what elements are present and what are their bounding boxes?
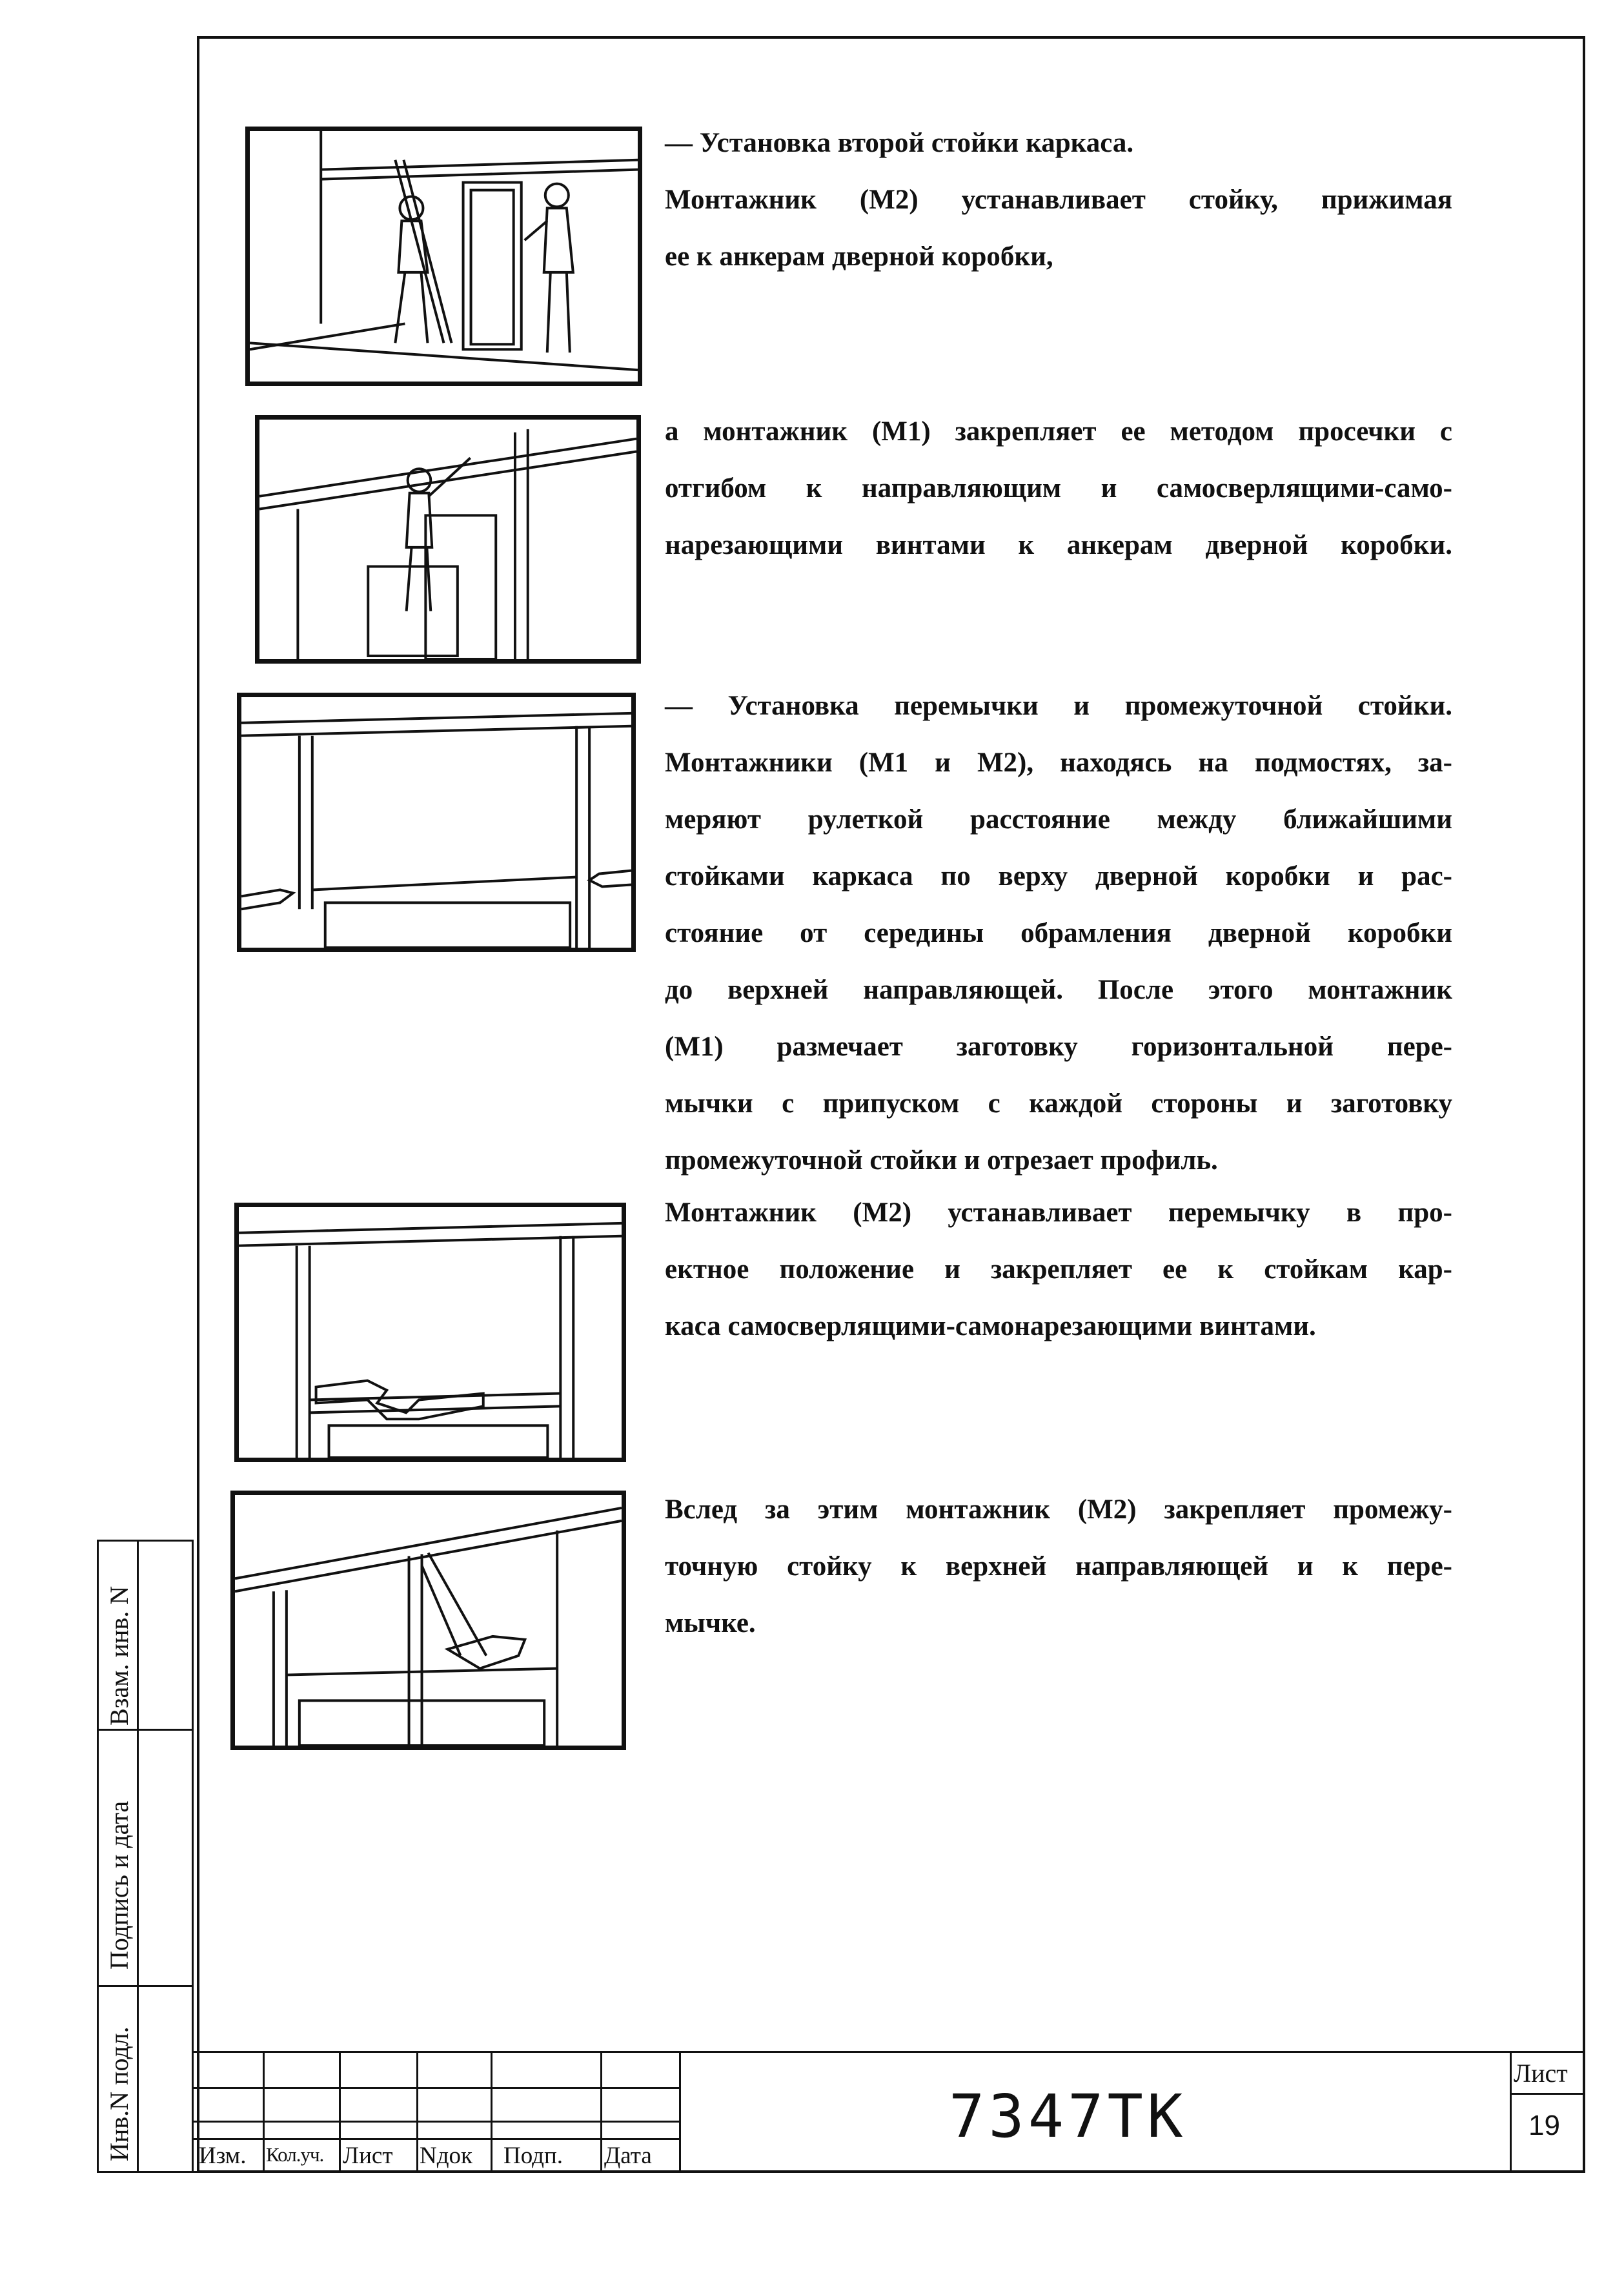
title-block-rule [192,2087,680,2089]
column-label-date: Дата [604,2143,652,2169]
text-line: нарезающими винтами к анкерам дверной коробки. [665,530,1452,560]
title-block-rule [339,2051,341,2173]
text-line: Монтажник (М2) устанавливает перемычку в про- [665,1197,1452,1228]
text-line: мычке. [665,1608,756,1638]
text-line: до верхней направляющей. После этого монтажник [665,975,1452,1005]
illustration-fixing-stud [255,415,641,664]
title-block-rule [1510,2051,1512,2173]
text-line: (М1) размечает заготовку горизонтальной пере- [665,1032,1452,1062]
title-block-rule [263,2051,265,2173]
text-line: Монтажники (М1 и М2), находясь на подмостях, за- [665,748,1452,778]
illustration-fixing-intermediate-stud [230,1491,626,1750]
sheet-number: 19 [1528,2110,1560,2141]
title-block-rule [416,2051,418,2173]
text-line: а монтажник (М1) закрепляет ее методом просечки с [665,416,1452,447]
text-line: отгибом к направляющим и самосверлящими-само- [665,473,1452,504]
side-stamp-cell-signature [97,1729,194,1987]
paragraph-lintel-measuring [665,678,1452,1189]
column-label-signature: Подп. [503,2143,563,2169]
column-label-doc-number: Nдок [420,2143,473,2169]
title-block-rule [192,2121,680,2123]
text-line: — Установка второй стойки каркаса. [665,128,1134,158]
text-line: Вслед за этим монтажник (М2) закрепляет промежу- [665,1494,1452,1525]
column-label-count: Кол.уч. [266,2143,324,2166]
side-stamp-label-inv: Инв.N подл. [105,2026,134,2161]
text-line: Монтажник (М2) устанавливает стойку, прижимая [665,185,1452,215]
title-block-rule [600,2051,602,2173]
column-label-sheet: Лист [343,2143,393,2169]
paragraph-fixing-stud [665,403,1452,574]
paragraph-second-stud [665,115,1452,285]
text-line: ектное положение и закрепляет ее к стойкам кар- [665,1254,1452,1285]
text-line: — Установка перемычки и промежуточной стойки. [665,691,1452,721]
text-line: каса самосверлящими-самонарезающими винтами. [665,1311,1316,1341]
illustration-fastening-lintel [234,1203,626,1462]
sheet-label: Лист [1514,2059,1568,2088]
illustration-second-stud [245,127,642,386]
title-block-rule [491,2051,492,2173]
paragraph-lintel-fastening [665,1185,1452,1355]
title-block-rule [679,2051,681,2173]
document-code: 7347ТК [949,2082,1187,2151]
title-block-rule [1510,2093,1585,2095]
paragraph-intermediate-stud [665,1482,1452,1652]
title-block [192,2051,1585,2173]
side-stamp-cell-replace [97,1540,194,1731]
side-stamp-label-signature: Подпись и дата [105,1800,134,1970]
text-line: мычки с припуском с каждой стороны и заготовку [665,1088,1452,1119]
text-line: ее к анкерам дверной коробки, [665,241,1053,272]
side-stamp-cell-inv-number [97,1985,194,2173]
side-stamp-label-replace: Взам. инв. N [105,1585,134,1726]
text-line: точную стойку к верхней направляющей и к пере- [665,1551,1452,1582]
text-line: стойками каркаса по верху дверной коробки и рас- [665,861,1452,891]
text-line: промежуточной стойки и отрезает профиль. [665,1145,1218,1176]
title-block-rule [192,2138,680,2140]
text-line: стояние от середины обрамления дверной коробки [665,918,1452,948]
text-line: меряют рулеткой расстояние между ближайшими [665,804,1452,835]
illustration-measuring [237,693,636,952]
column-label-change: Изм. [199,2143,247,2169]
